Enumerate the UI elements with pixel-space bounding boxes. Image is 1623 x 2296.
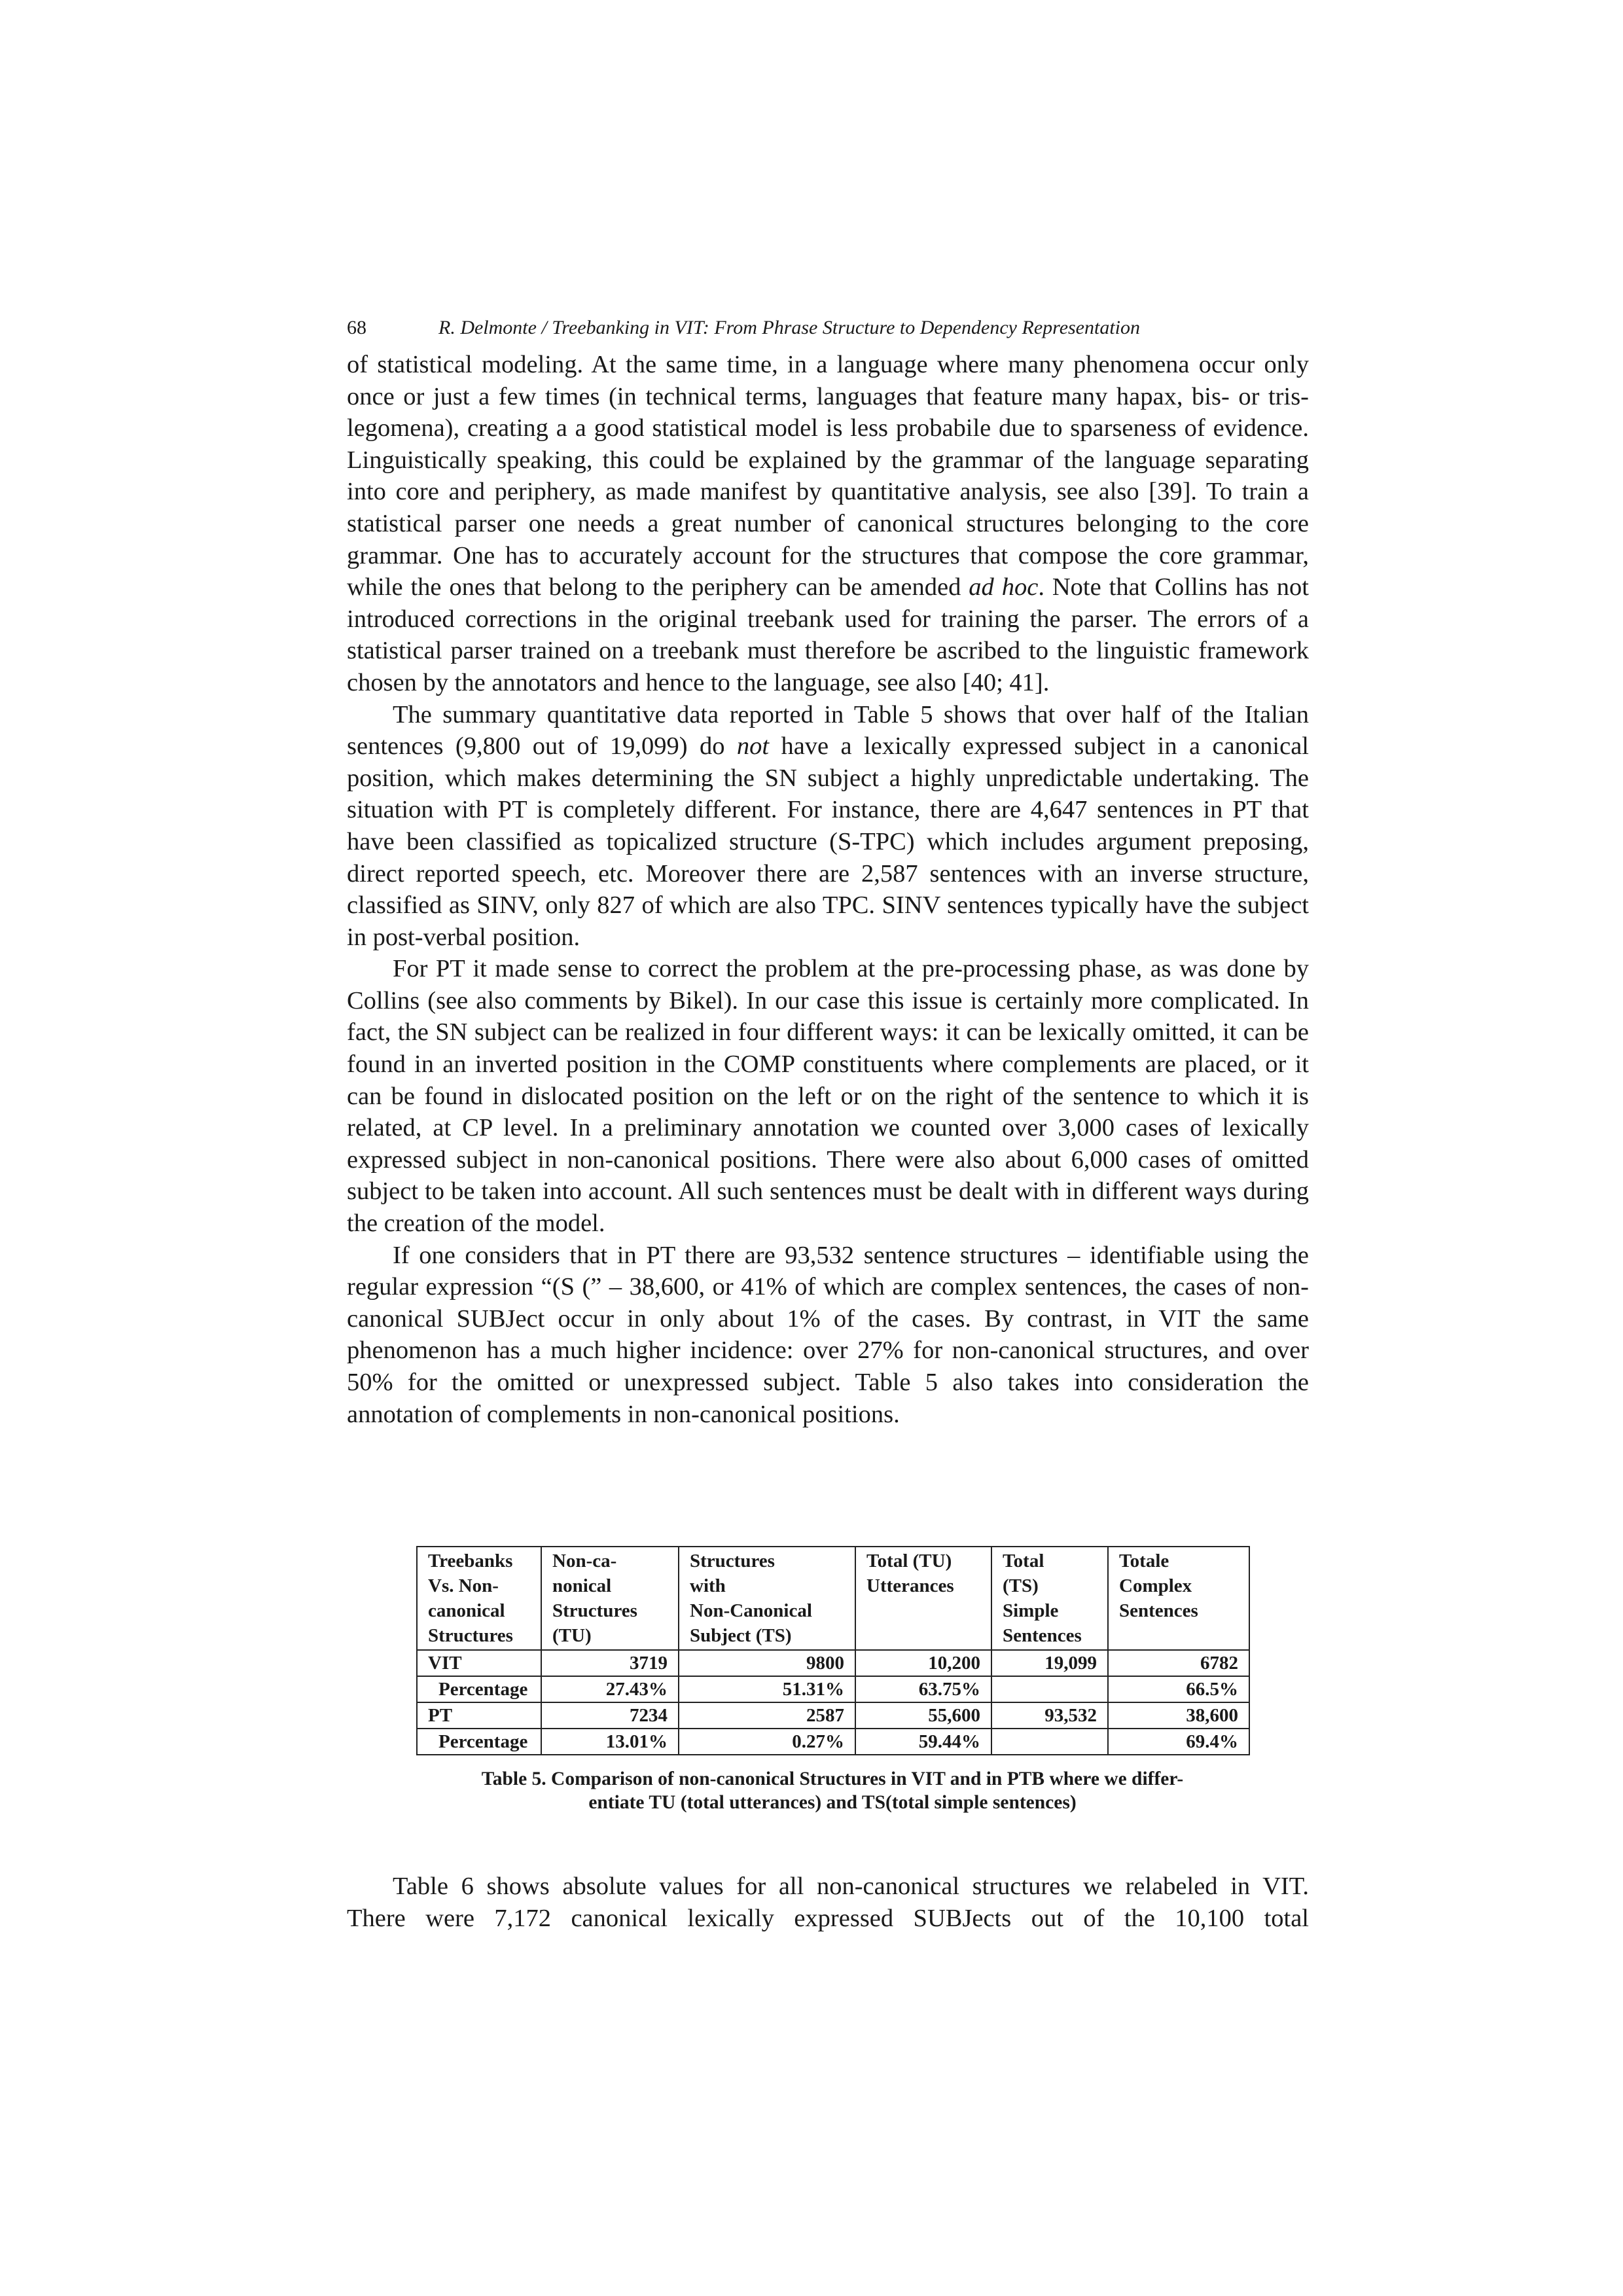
paragraph-1-emphasis: ad hoc <box>969 573 1039 601</box>
table-cell: 2587 <box>679 1702 855 1729</box>
paragraph-2 <box>347 699 1309 954</box>
header-treebanks: Treebanks Vs. Non- canonical Structures <box>417 1547 541 1650</box>
table-row <box>417 1650 1249 1676</box>
table-caption-line-2: entiate TU (total utterances) and TS(total simple sentences) <box>588 1792 1077 1813</box>
running-title: R. Delmonte / Treebanking in VIT: From Phrase Structure to Dependency Representation <box>438 317 1141 338</box>
paragraph-2-emphasis: not <box>736 732 770 761</box>
table-cell <box>991 1729 1108 1755</box>
header-non-canonical-subject: Structures with Non-Canonical Subject (TS) <box>679 1547 855 1650</box>
paragraph-5-line-2: There were 7,172 canonical lexically expressed SUBJects out of the 10,100 total <box>347 1904 1309 1932</box>
table-cell <box>991 1676 1108 1702</box>
table-cell: 6782 <box>1108 1650 1249 1676</box>
table-caption-line-1: Table 5. Comparison of non-canonical Structures in VIT and in PTB where we differ- <box>481 1768 1184 1789</box>
table-cell: 63.75% <box>855 1676 991 1702</box>
table-5 <box>416 1546 1249 1755</box>
table-caption <box>416 1767 1249 1814</box>
page-number: 68 <box>347 317 366 338</box>
table-cell: 51.31% <box>679 1676 855 1702</box>
table-cell: 7234 <box>541 1702 679 1729</box>
table-cell: 69.4% <box>1108 1729 1249 1755</box>
table-row <box>417 1702 1249 1729</box>
table-cell: 0.27% <box>679 1729 855 1755</box>
paragraph-1 <box>347 349 1309 699</box>
header-totale-complex-sentences: Totale Complex Sentences <box>1108 1547 1249 1650</box>
post-table-text <box>347 1871 1309 1934</box>
table-row <box>417 1729 1249 1755</box>
body-text <box>347 349 1309 1430</box>
table-header-row <box>417 1547 1249 1650</box>
row-label: PT <box>417 1702 541 1729</box>
page-header <box>347 317 1309 350</box>
row-label: VIT <box>417 1650 541 1676</box>
header-non-canonical-structures: Non-ca- nonical Structures (TU) <box>541 1547 679 1650</box>
table-cell: 66.5% <box>1108 1676 1249 1702</box>
table-cell: 59.44% <box>855 1729 991 1755</box>
paragraph-5-line-1: Table 6 shows absolute values for all non-canonical structures we relabeled in VIT. <box>393 1873 1309 1900</box>
header-total-utterances: Total (TU) Utterances <box>855 1547 991 1650</box>
table-cell: 9800 <box>679 1650 855 1676</box>
table-cell: 38,600 <box>1108 1702 1249 1729</box>
table-cell: 10,200 <box>855 1650 991 1676</box>
paragraph-3: For PT it made sense to correct the problem at the pre-processing phase, as was done by Collins (see also comments by Bikel). In our case this issue is certainly more complicated. In fact, the SN subject can be realized in four different ways: it can be lexically omitted, it can be found in an inverted position in the COMP constituents where complements are placed, or it can be found in dislocated position on the left or on the right of the sentence to which it is related, at CP level. In a preliminary annotation we counted over 3,000 cases of lexically expressed subject in non-canonical positions. There were also about 6,000 cases of omitted subject to be taken into account. All such sentences must be dealt with in different ways during the creation of the model. <box>347 955 1309 1238</box>
table-row <box>417 1676 1249 1702</box>
paragraph-4: If one considers that in PT there are 93,532 sentence structures – identifiable using the regular expression “(S (” – 38,600, or 41% of which are complex sentences, the cases of non-canonical SUBJect occur in only about 1% of the cases. By contrast, in VIT the same phenomenon has a much higher incidence: over 27% for non-canonical structures, and over 50% for the omitted or unexpressed subject. Table 5 also takes into consideration the annotation of complements in non-canonical positions. <box>347 1241 1309 1428</box>
table-cell: 19,099 <box>991 1650 1108 1676</box>
paragraph-1-text-a: of statistical modeling. At the same time, in a language where many phenomena occur only once or just a few times (in technical terms, languages that feature many hapax, bis- or tris- legomena), creating a a good statistical model is less probabile due to sparseness of evidence. Linguistically speaking, this could be explained by the grammar of the language separating into core and periphery, as made manifest by quantitative analysis, see also [39]. To train a statistical parser one needs a great number of canonical structures belonging to the core grammar. One has to accurately account for the structures that compose the core grammar, while the ones that belong to the periphery can be amended <box>347 351 1309 601</box>
header-total-simple-sentences: Total (TS) Simple Sentences <box>991 1547 1108 1650</box>
table-cell: 13.01% <box>541 1729 679 1755</box>
table-cell: 55,600 <box>855 1702 991 1729</box>
table-cell: 3719 <box>541 1650 679 1676</box>
row-label: Percentage <box>417 1676 541 1702</box>
paragraph-1-text-b: . Note that Collins has not introduced corrections in the original treebank used for training the parser. The errors of a statistical parser trained on a treebank must therefore be ascribed to the linguistic framework chosen by the annotators and hence to the language, see also [40; 41]. <box>347 573 1309 696</box>
paragraph-5 <box>347 1871 1309 1903</box>
paragraph-2-text-b: have a lexically expressed subject in a canonical position, which makes determining the SN subject a highly unpredictable undertaking. The situation with PT is completely different. For instance, there are 4,647 sentences in PT that have been classified as topicalized structure (S-TPC) which includes argument preposing, direct reported speech, etc. Moreover there are 2,587 sentences with an inverse structure, classified as SINV, only 827 of which are also TPC. SINV sentences typically have the subject in post-verbal position. <box>347 732 1309 951</box>
comparison-table <box>416 1546 1250 1755</box>
table-cell: 27.43% <box>541 1676 679 1702</box>
row-label: Percentage <box>417 1729 541 1755</box>
paragraph-2-text-a: The summary quantitative data reported in Table 5 shows that over half of the Italian sentences (9,800 out of 19,099) do <box>347 700 1309 761</box>
table-cell: 93,532 <box>991 1702 1108 1729</box>
